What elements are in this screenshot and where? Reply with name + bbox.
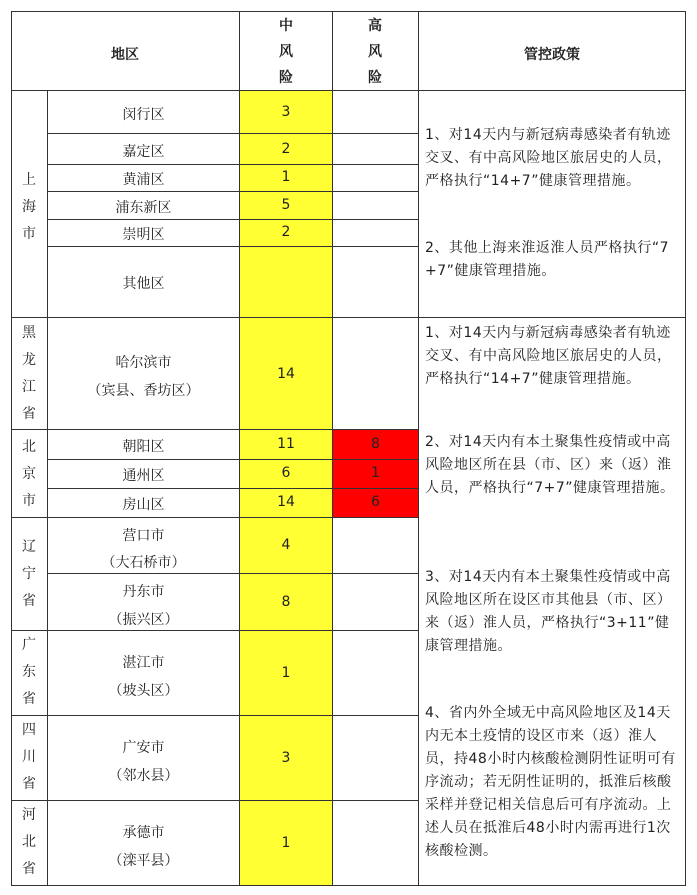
district-cell: 其他区 [122,276,165,292]
district-subcell: （滦平县） [108,853,179,869]
district-subcell: （坡头区） [108,683,179,699]
policy-paragraph: 4、省内外全域无中高风险地区及14天内无本土疫情的设区市来（返）淮人员，持48小时内核酸检测阴性证明可有序流动；若无阴性证明的，抵淮后核酸采样并登记相关信息后可有序流动。上述人员在抵淮后48小时内需再进行1次核酸检测。 [425,705,676,859]
district-subcell: （大石桥市） [101,555,186,571]
mid-risk-value: 6 [281,465,291,481]
mid-risk-value: 2 [281,141,291,157]
policy-paragraph: 1、对14天内与新冠病毒感染者有轨迹交叉、有中高风险地区旅居史的人员，严格执行“14+7”健康管理措施。 [425,127,672,189]
district-cell: 黄浦区 [122,172,165,188]
district-subcell: （宾县、香坊区） [87,383,200,399]
mid-risk-value: 5 [281,197,291,213]
high-risk-value: 8 [371,436,380,452]
district-subcell: （邻水县） [108,768,179,784]
district-cell: 闵行区 [122,107,165,123]
district-cell: 湛江市 [122,655,165,671]
district-subcell: （振兴区） [108,612,179,628]
policy-paragraph: 2、其他上海来淮返淮人员严格执行“7+7”健康管理措施。 [425,240,670,279]
mid-risk-value: 1 [281,835,291,851]
mid-risk-value: 14 [277,494,295,510]
mid-risk-value: 1 [281,169,291,185]
mid-risk-value: 1 [281,665,291,681]
policy-paragraph: 3、对14天内有本土聚集性疫情或中高风险地区所在设区市其他县（市、区）来（返）淮人员，严格执行“3+11”健康管理措施。 [425,569,672,654]
header-region: 地区 [111,47,139,63]
district-cell: 通州区 [122,468,165,484]
mid-risk-value: 3 [281,750,291,766]
policy-paragraph: 2、对14天内有本土聚集性疫情或中高风险地区所在县（市、区）来（返）淮人员，严格执行“7+7”健康管理措施。 [425,434,675,496]
mid-risk-value: 2 [281,224,291,240]
district-cell: 哈尔滨市 [115,355,172,371]
district-cell: 崇明区 [122,227,165,243]
district-cell: 房山区 [122,497,165,513]
district-cell: 广安市 [122,740,165,756]
header-policy: 管控政策 [524,47,580,63]
mid-risk-value: 3 [281,104,291,120]
district-cell: 承德市 [122,825,165,841]
district-cell: 营口市 [122,528,165,544]
high-risk-value: 1 [371,465,380,481]
mid-risk-value: 14 [277,366,295,382]
district-cell: 朝阳区 [122,439,165,455]
mid-risk-value: 8 [281,594,291,610]
policy-paragraph: 1、对14天内与新冠病毒感染者有轨迹交叉、有中高风险地区旅居史的人员，严格执行“14+7”健康管理措施。 [425,325,672,387]
district-cell: 丹东市 [122,584,165,600]
mid-risk-value: 4 [281,537,291,553]
mid-risk-value: 11 [277,436,295,452]
high-risk-value: 6 [371,494,380,510]
district-cell: 嘉定区 [122,144,165,160]
district-cell: 浦东新区 [115,200,172,216]
